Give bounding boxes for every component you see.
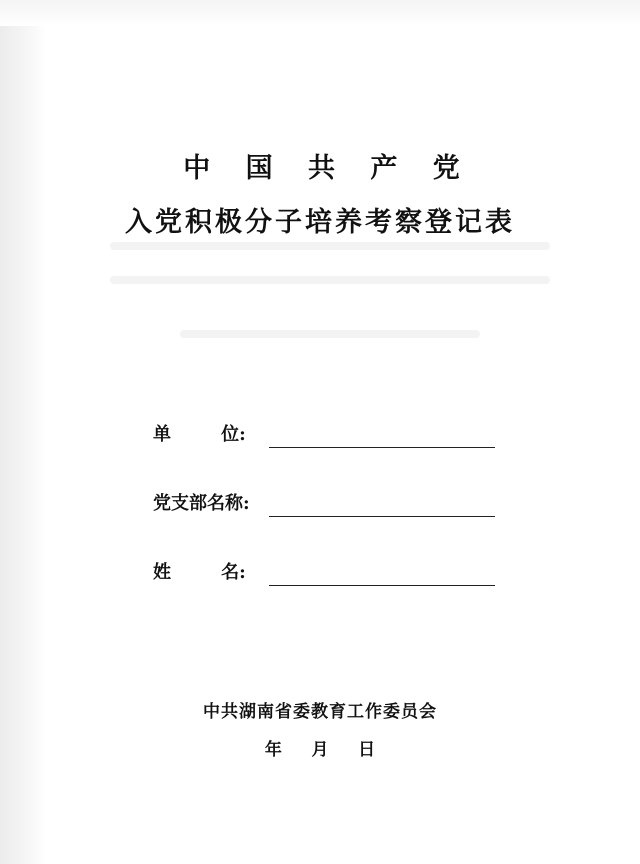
scan-top-shade [0, 0, 640, 26]
branch-field[interactable] [153, 487, 495, 517]
unit-label: 单 位: [153, 424, 246, 445]
name-underline[interactable] [269, 585, 495, 586]
party-heading: 中 国 共 产 党 [183, 153, 473, 184]
branch-label: 党支部名称: [153, 493, 250, 514]
unit-underline[interactable] [269, 447, 495, 448]
branch-underline[interactable] [269, 516, 495, 517]
show-through-text [110, 242, 550, 250]
date-line: 年 月 日 [264, 740, 376, 760]
name-label: 姓 名: [153, 562, 246, 583]
unit-field[interactable] [153, 418, 495, 448]
name-field[interactable] [153, 556, 495, 586]
show-through-text [110, 276, 550, 284]
form-title: 入党积极分子培养考察登记表 [125, 207, 515, 238]
issuer-name: 中共湖南省委教育工作委员会 [203, 702, 437, 722]
show-through-text [180, 330, 480, 338]
